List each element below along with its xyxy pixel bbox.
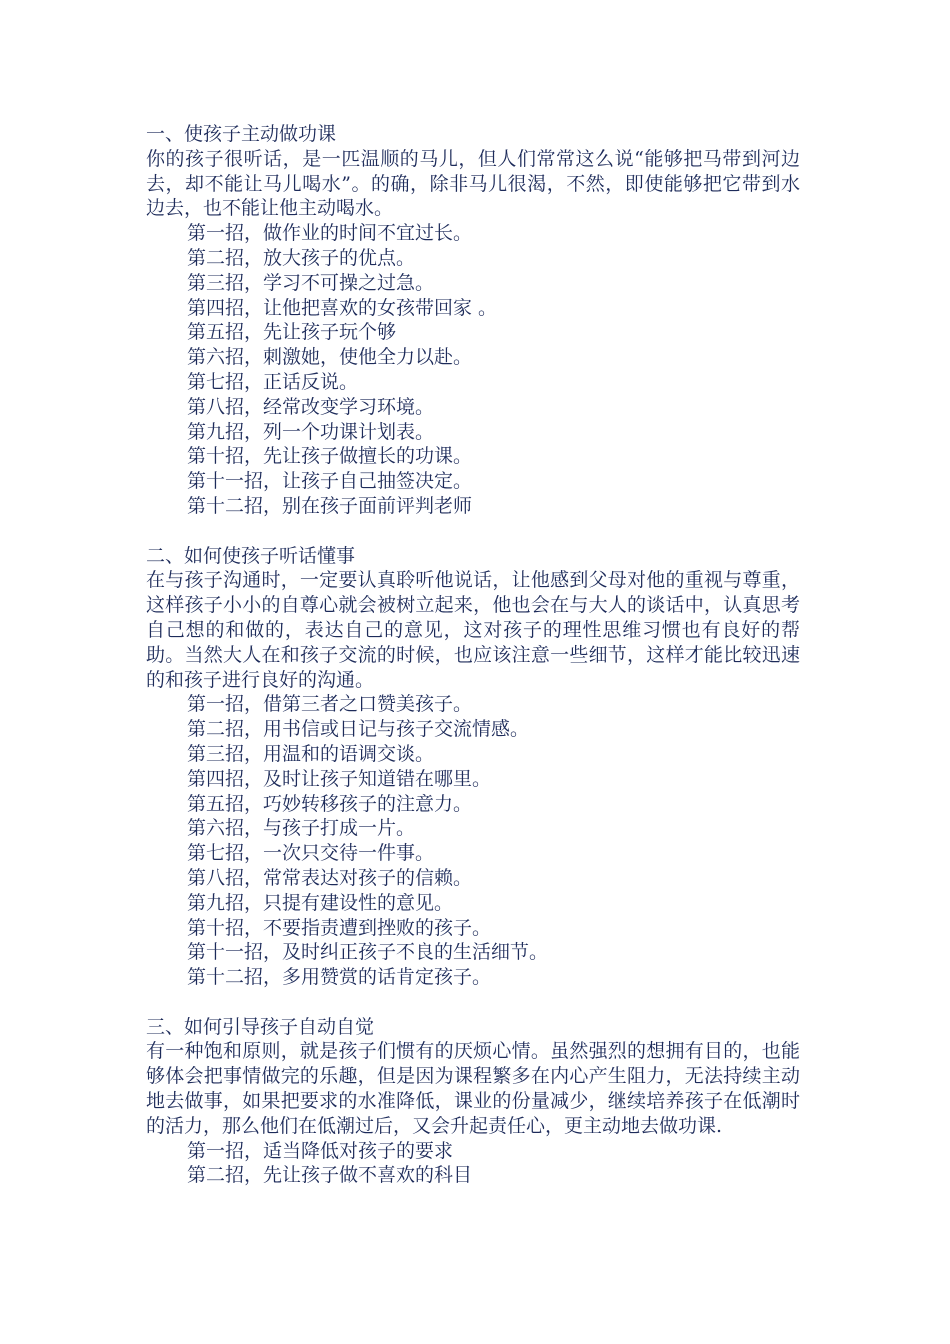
list-item: 第六招，与孩子打成一片。 xyxy=(187,817,416,840)
section-1 xyxy=(146,122,800,519)
list-item: 第十招，先让孩子做擅长的功课。 xyxy=(187,445,473,468)
list-item: 第八招，常常表达对孩子的信赖。 xyxy=(187,866,473,889)
list-item: 第二招，用书信或日记与孩子交流情感。 xyxy=(187,718,530,741)
list-item: 第一招，借第三者之口赞美孩子。 xyxy=(187,693,473,716)
list-item: 第四招，让他把喜欢的女孩带回家 。 xyxy=(187,296,498,319)
list-item: 第一招，适当降低对孩子的要求 xyxy=(187,1139,454,1162)
section-intro: 在与孩子沟通时，一定要认真聆听他说话，让他感到父母对他的重视与尊重，这样孩子小小的自尊心就会被树立起来，他也会在与大人的谈话中，认真思考自己想的和做的，表达自己的意见，这对孩子的理性思维习惯也有良好的帮助。当然大人在和孩子交流的时候，也应该注意一些细节，这样才能比较迅速的和孩子进行良好的沟通。 xyxy=(146,569,800,691)
list-item: 第七招，正话反说。 xyxy=(187,370,359,393)
list-item: 第三招，学习不可操之过急。 xyxy=(187,271,435,294)
list-item: 第三招，用温和的语调交谈。 xyxy=(187,742,435,765)
section-heading: 三、如何引导孩子自动自觉 xyxy=(146,1015,375,1038)
list-item: 第十二招，多用赞赏的话肯定孩子。 xyxy=(187,966,492,989)
list-item: 第七招，一次只交待一件事。 xyxy=(187,842,435,865)
list-item: 第五招，巧妙转移孩子的注意力。 xyxy=(187,792,473,815)
list-item: 第十一招，让孩子自己抽签决定。 xyxy=(187,470,473,493)
list-item: 第十二招，别在孩子面前评判老师 xyxy=(187,494,473,517)
list-item: 第八招，经常改变学习环境。 xyxy=(187,395,435,418)
section-heading: 二、如何使孩子听话懂事 xyxy=(146,544,356,567)
list-item: 第九招，列一个功课计划表。 xyxy=(187,420,435,443)
list-item: 第一招，做作业的时间不宜过长。 xyxy=(187,222,473,245)
list-item: 第六招，刺激她，使他全力以赴。 xyxy=(187,346,473,369)
section-2 xyxy=(146,544,800,990)
list-item: 第九招，只提有建设性的意见。 xyxy=(187,891,454,914)
document-page xyxy=(146,122,800,1188)
list-item: 第十招，不要指责遭到挫败的孩子。 xyxy=(187,916,492,939)
list-item: 第五招，先让孩子玩个够 xyxy=(187,321,397,344)
section-3 xyxy=(146,1015,800,1189)
list-item: 第二招，先让孩子做不喜欢的科目 xyxy=(187,1164,473,1187)
list-item: 第十一招，及时纠正孩子不良的生活细节。 xyxy=(187,941,549,964)
list-item: 第四招，及时让孩子知道错在哪里。 xyxy=(187,767,492,790)
section-intro: 你的孩子很听话，是一匹温顺的马儿，但人们常常这么说“能够把马带到河边去，却不能让马儿喝水”。的确，除非马儿很渴，不然，即使能够把它带到水边去，也不能让他主动喝水。 xyxy=(146,147,800,220)
section-intro: 有一种饱和原则，就是孩子们惯有的厌烦心情。虽然强烈的想拥有目的，也能够体会把事情做完的乐趣，但是因为课程繁多在内心产生阻力，无法持续主动地去做事，如果把要求的水准降低，课业的份量减少，继续培养孩子在低潮时的活力，那么他们在低潮过后，又会升起责任心，更主动地去做功课. xyxy=(146,1040,800,1137)
list-item: 第二招，放大孩子的优点。 xyxy=(187,246,416,269)
section-heading: 一、使孩子主动做功课 xyxy=(146,123,337,145)
